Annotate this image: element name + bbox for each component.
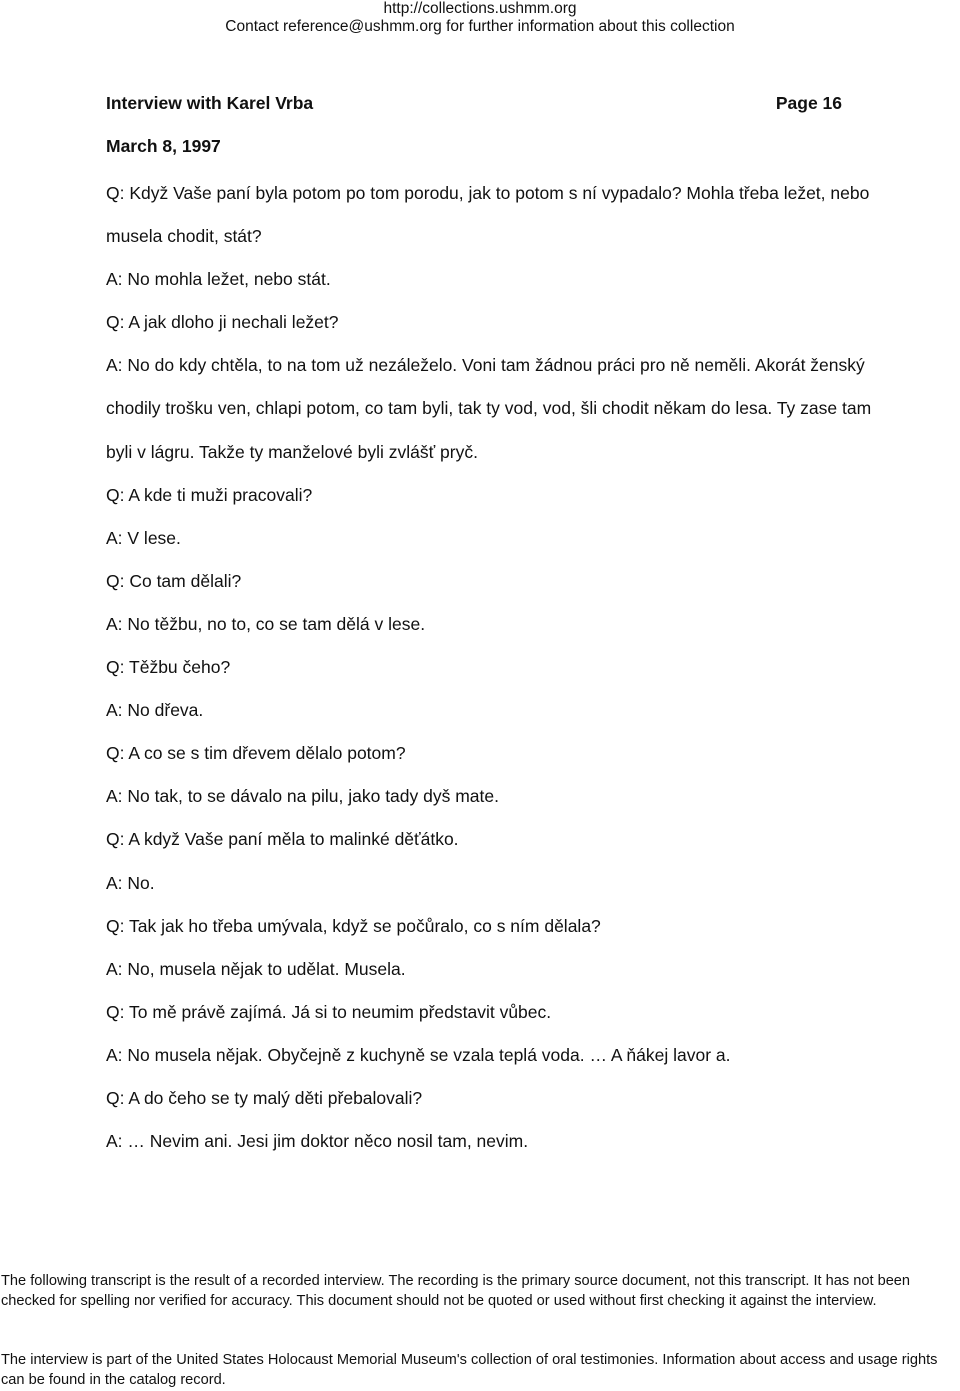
transcript-body <box>106 172 886 1163</box>
contact-line: Contact reference@ushmm.org for further information about this collection <box>225 18 735 35</box>
transcript-line: A: No mohla ležet, nebo stát. <box>106 269 331 290</box>
transcript-line: Q: A co se s tim dřevem dělalo potom? <box>106 743 406 764</box>
collection-url[interactable]: http://collections.ushmm.org <box>383 0 577 17</box>
transcript-line: Q: Tak jak ho třeba umývala, když se počůralo, co s ním dělala? <box>106 915 601 936</box>
transcript-line: A: No, musela nějak to udělat. Musela. <box>106 958 406 979</box>
transcript-line: Q: A do čeho se ty malý děti přebalovali? <box>106 1087 423 1108</box>
transcript-line: Q: Těžbu čeho? <box>106 657 231 678</box>
transcript-line: Q: To mě právě zajímá. Já si to neumim představit vůbec. <box>106 1001 552 1022</box>
transcript-line: A: V lese. <box>106 527 181 548</box>
interview-date: March 8, 1997 <box>106 136 221 156</box>
collection-note: The interview is part of the United States Holocaust Memorial Museum's collection of oral testimonies. Information about access and usage rights can be found in the catalog record. <box>1 1352 938 1388</box>
collection-header <box>0 0 960 36</box>
transcript-line: Q: Co tam dělali? <box>106 570 242 591</box>
transcript-line: A: … Nevim ani. Jesi jim doktor něco nosil tam, nevim. <box>106 1131 529 1152</box>
document-title-row <box>106 93 842 115</box>
transcript-line: A: No těžbu, no to, co se tam dělá v lese. <box>106 613 426 634</box>
page-number: Page 16 <box>775 93 842 113</box>
transcript-line: A: No do kdy chtěla, to na tom už nezáleželo. Voni tam žádnou práci pro ně neměli. Akorát ženský chodily trošku ven, chlapi potom, co tam byli, tak ty vod, vod, šli chodit někam do lesa. Ty zase tam byli v lágru. Takže ty manželové byli zvlášť pryč. <box>106 355 872 462</box>
transcript-line: Q: A jak dloho ji nechali ležet? <box>106 312 339 333</box>
transcript-disclaimer: The following transcript is the result of a recorded interview. The recording is the primary source document, not this transcript. It has not been checked for spelling nor verified for accuracy. This document should not be quoted or used without first checking it against the interview. <box>1 1273 911 1309</box>
transcript-line: Q: A kde ti muži pracovali? <box>106 484 313 505</box>
transcript-line: A: No tak, to se dávalo na pilu, jako tady dyš mate. <box>106 786 499 807</box>
transcript-line: A: No dřeva. <box>106 700 204 721</box>
transcript-line: Q: Když Vaše paní byla potom po tom porodu, jak to potom s ní vypadalo? Mohla třeba ležet, nebo musela chodit, stát? <box>106 183 870 247</box>
document-title: Interview with Karel Vrba <box>106 93 314 113</box>
transcript-line: A: No. <box>106 872 155 893</box>
transcript-line: Q: A když Vaše paní měla to malinké děťátko. <box>106 829 459 850</box>
transcript-line: A: No musela nějak. Obyčejně z kuchyně se vzala teplá voda. … A ňákej lavor a. <box>106 1044 731 1065</box>
